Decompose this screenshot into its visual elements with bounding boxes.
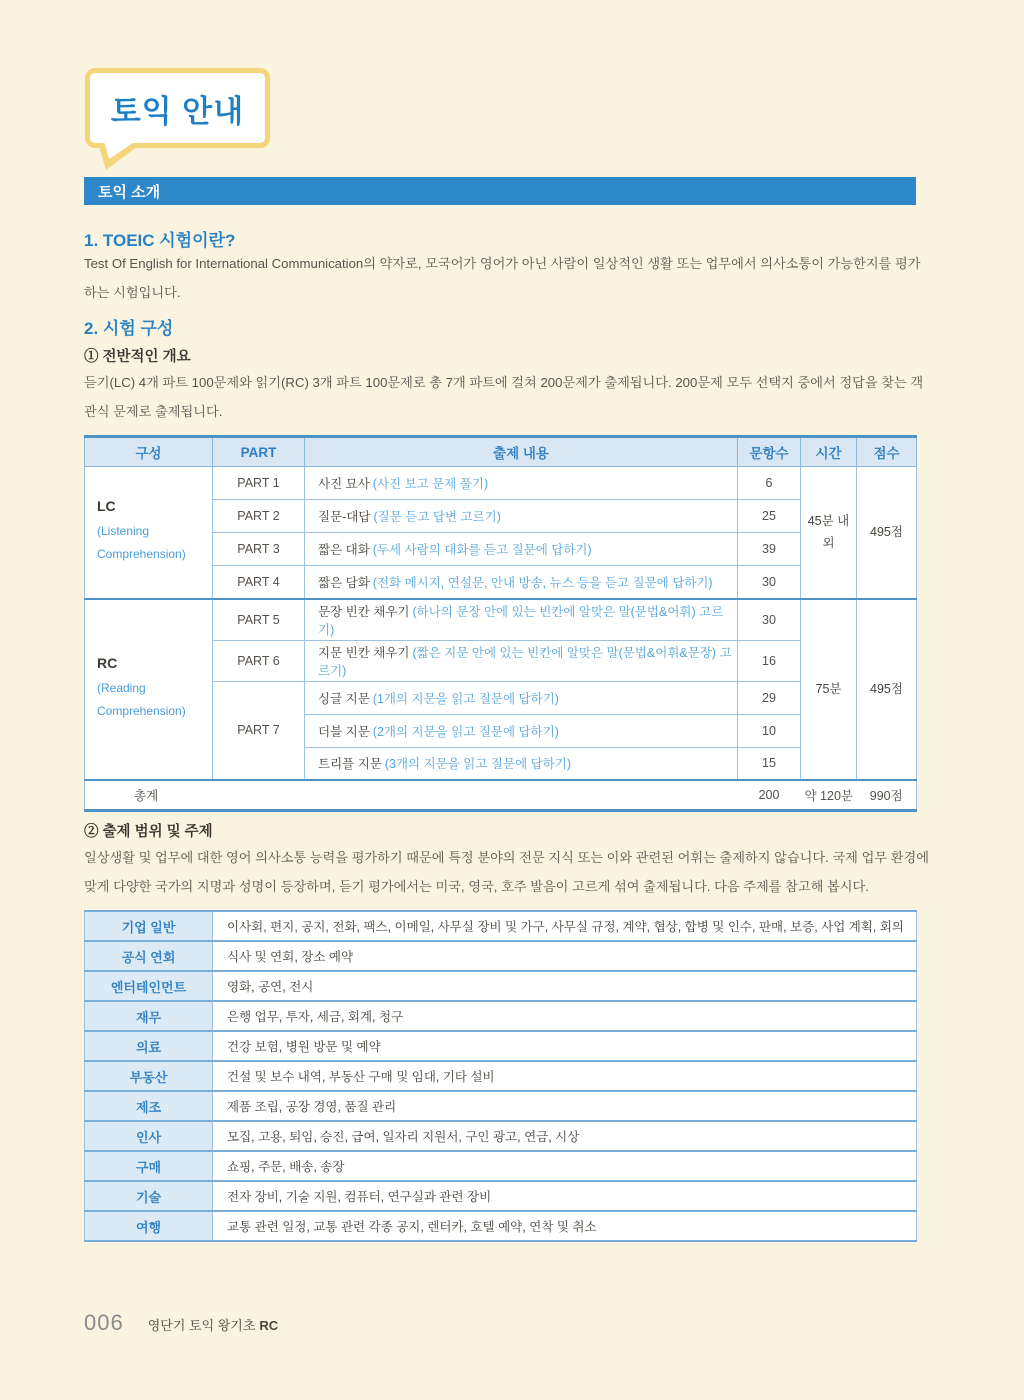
topic-row — [85, 1001, 917, 1031]
section-bar — [84, 177, 916, 205]
topic-row — [85, 1061, 917, 1091]
col-header-structure: 구성 — [85, 437, 213, 467]
col-header-content: 출제 내용 — [305, 437, 738, 467]
chapter-title-bubble — [85, 68, 270, 148]
topic-detail: 식사 및 연회, 장소 예약 — [213, 941, 917, 971]
part-cell: PART 5 — [213, 599, 305, 641]
total-time-cell: 약 120분 — [801, 780, 857, 810]
book-edition: RC — [259, 1318, 279, 1333]
book-title: 영단기 토익 왕기초 RC — [147, 1318, 279, 1333]
topic-category: 공식 연회 — [85, 941, 213, 971]
content-cell: 문장 빈칸 채우기 (하나의 문장 안에 있는 빈칸에 알맞은 말(문법&어휘) 고르기) — [305, 599, 738, 641]
content-cell: 트리플 지문 (3개의 지문을 읽고 질문에 답하기) — [305, 747, 738, 780]
topic-category: 기술 — [85, 1181, 213, 1211]
topic-category: 재무 — [85, 1001, 213, 1031]
topic-detail: 전자 장비, 기술 지원, 컴퓨터, 연구실과 관련 장비 — [213, 1181, 917, 1211]
table-total-row — [85, 780, 917, 810]
part-cell: PART 2 — [213, 500, 305, 533]
count-cell: 16 — [738, 640, 801, 681]
topic-row — [85, 911, 917, 941]
topic-category: 부동산 — [85, 1061, 213, 1091]
rc-score-cell: 495점 — [857, 599, 917, 781]
count-cell: 6 — [738, 467, 801, 500]
lc-sublabel: (Listening Comprehension) — [97, 524, 186, 562]
exam-structure-table — [84, 435, 917, 812]
content-cell: 짧은 담화 (전화 메시지, 연설문, 안내 방송, 뉴스 등을 듣고 질문에 답하기) — [305, 566, 738, 599]
topics-table — [84, 910, 917, 1242]
topic-category: 엔터테인먼트 — [85, 971, 213, 1001]
total-label-cell: 총계 — [85, 780, 738, 810]
content-cell: 사진 묘사 (사진 보고 문제 풀기) — [305, 467, 738, 500]
part-cell: PART 6 — [213, 640, 305, 681]
lc-time-cell: 45분 내외 — [801, 467, 857, 599]
rc-group-cell — [85, 599, 213, 781]
composition-heading: 2. 시험 구성 — [84, 319, 174, 338]
intro-heading: 1. TOEIC 시험이란? — [84, 231, 236, 250]
topic-row — [85, 1091, 917, 1121]
content-cell: 더블 지문 (2개의 지문을 읽고 질문에 답하기) — [305, 714, 738, 747]
col-header-part: PART — [213, 437, 305, 467]
overview-heading: ① 전반적인 개요 — [84, 349, 191, 365]
lc-group-cell — [85, 467, 213, 599]
topic-category: 인사 — [85, 1121, 213, 1151]
col-header-time: 시간 — [801, 437, 857, 467]
topic-row — [85, 971, 917, 1001]
page-number: 006 — [84, 1310, 124, 1335]
topic-row — [85, 1031, 917, 1061]
rc-sublabel: (Reading Comprehension) — [97, 681, 186, 719]
topic-category: 기업 일반 — [85, 911, 213, 941]
table-row — [85, 599, 917, 641]
topic-detail: 제품 조립, 공장 경영, 품질 관리 — [213, 1091, 917, 1121]
topic-detail: 건강 보험, 병원 방문 및 예약 — [213, 1031, 917, 1061]
topic-detail: 영화, 공연, 전시 — [213, 971, 917, 1001]
topic-detail: 은행 업무, 투자, 세금, 회계, 청구 — [213, 1001, 917, 1031]
topic-row — [85, 1151, 917, 1181]
table-header-row — [85, 437, 917, 467]
count-cell: 10 — [738, 714, 801, 747]
overview-paragraph: 듣기(LC) 4개 파트 100문제와 읽기(RC) 3개 파트 100문제로 총 7개 파트에 걸쳐 200문제가 출제됩니다. 200문제 모두 선택지 중에서 정답을 찾는 객관식 문제로 출제됩니다. — [84, 375, 924, 419]
rc-time-cell: 75분 — [801, 599, 857, 781]
lc-score-cell: 495점 — [857, 467, 917, 599]
count-cell: 29 — [738, 681, 801, 714]
topic-detail: 모집, 고용, 퇴임, 승진, 급여, 일자리 지원서, 구인 광고, 연금, 시상 — [213, 1121, 917, 1151]
part-cell: PART 1 — [213, 467, 305, 500]
total-count-cell: 200 — [738, 780, 801, 810]
rc-label: RC — [97, 655, 118, 672]
table-row — [85, 467, 917, 500]
intro-paragraph: Test Of English for International Communication의 약자로, 모국어가 영어가 아닌 사람이 일상적인 생활 또는 업무에서 의사소통이 가능한지를 평가하는 시험입니다. — [84, 256, 921, 300]
col-header-count: 문항수 — [738, 437, 801, 467]
part-cell: PART 3 — [213, 533, 305, 566]
count-cell: 39 — [738, 533, 801, 566]
topic-detail: 이사회, 편지, 공지, 전화, 팩스, 이메일, 사무실 장비 및 가구, 사무실 규정, 계약, 협상, 합병 및 인수, 판매, 보증, 사업 계획, 회의 — [213, 911, 917, 941]
part-cell: PART 4 — [213, 566, 305, 599]
topic-category: 여행 — [85, 1211, 213, 1241]
topic-category: 제조 — [85, 1091, 213, 1121]
count-cell: 30 — [738, 599, 801, 641]
topics-heading: ② 출제 범위 및 주제 — [84, 824, 213, 840]
content-cell: 지문 빈칸 채우기 (짧은 지문 안에 있는 빈칸에 알맞은 말(문법&어휘&문장) 고르기) — [305, 640, 738, 681]
topic-detail: 쇼핑, 주문, 배송, 송장 — [213, 1151, 917, 1181]
count-cell: 25 — [738, 500, 801, 533]
content-cell: 질문-대답 (질문 듣고 답변 고르기) — [305, 500, 738, 533]
topic-detail: 교통 관련 일정, 교통 관련 각종 공지, 렌터카, 호텔 예약, 연착 및 취소 — [213, 1211, 917, 1241]
page-footer — [84, 1310, 278, 1336]
topic-category: 의료 — [85, 1031, 213, 1061]
count-cell: 15 — [738, 747, 801, 780]
lc-label: LC — [97, 498, 116, 515]
part-cell: PART 7 — [213, 681, 305, 780]
count-cell: 30 — [738, 566, 801, 599]
topic-row — [85, 1211, 917, 1241]
topic-category: 구매 — [85, 1151, 213, 1181]
total-score-cell: 990점 — [857, 780, 917, 810]
topic-row — [85, 1181, 917, 1211]
topic-row — [85, 1121, 917, 1151]
topics-paragraph: 일상생활 및 업무에 대한 영어 의사소통 능력을 평가하기 때문에 특정 분야의 전문 지식 또는 이와 관련된 어휘는 출제하지 않습니다. 국제 업무 환경에 맞게 다양한 국가의 지명과 성명이 등장하며, 듣기 평가에서는 미국, 영국, 호주 발음이 고르게 섞여 출제됩니다. 다음 주제를 참고해 봅시다. — [84, 850, 929, 894]
topic-detail: 건설 및 보수 내역, 부동산 구매 및 임대, 기타 설비 — [213, 1061, 917, 1091]
col-header-score: 점수 — [857, 437, 917, 467]
content-cell: 짧은 대화 (두세 사람의 대화를 듣고 질문에 답하기) — [305, 533, 738, 566]
content-cell: 싱글 지문 (1개의 지문을 읽고 질문에 답하기) — [305, 681, 738, 714]
section-bar-label: 토익 소개 — [98, 183, 161, 201]
chapter-title: 토익 안내 — [110, 93, 245, 129]
topic-row — [85, 941, 917, 971]
